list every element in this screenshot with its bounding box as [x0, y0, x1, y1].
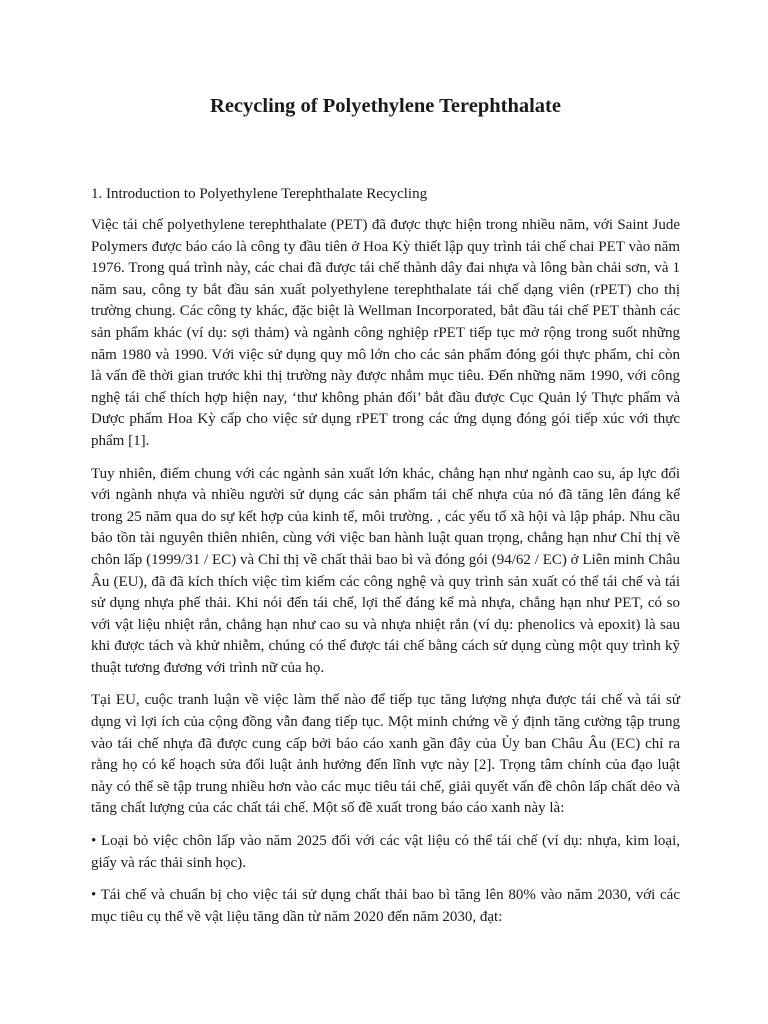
- paragraph-3: Tại EU, cuộc tranh luận về việc làm thế nào để tiếp tục tăng lượng nhựa được tái chế và tái sử dụng vì lợi ích của cộng đồng vẫn đang tiếp tục. Một minh chứng về ý định tăng cường tập trung vào tái chế nhựa đã được cung cấp bởi báo cáo xanh gần đây của Ủy ban Châu Âu (EC) chỉ ra rằng họ có kế hoạch sửa đổi luật ảnh hưởng đến lĩnh vực này [2]. Trọng tâm chính của đạo luật này có thể sẽ tập trung nhiều hơn vào các mục tiêu tái chế, giải quyết vấn đề chôn lấp chất dẻo và tăng chất lượng của các chất tái chế. Một số đề xuất trong báo cáo xanh này là:: [91, 692, 680, 817]
- document-title: Recycling of Polyethylene Terephthalate: [210, 95, 561, 117]
- paragraph-1: Việc tái chế polyethylene terephthalate (PET) đã được thực hiện trong nhiều năm, với Saint Jude Polymers được báo cáo là công ty đầu tiên ở Hoa Kỳ thiết lập quy trình tái chế chai PET vào năm 1976. Trong quá trình này, các chai đã được tái chế thành dây đai nhựa và lông bàn chải sơn, và 1 năm sau, công ty bắt đầu sản xuất polyethylene terephthalate tái chế dạng viên (rPET) cho thị trường chung. Các công ty khác, đặc biệt là Wellman Incorporated, bắt đầu tái chế PET thành các sản phẩm khác (ví dụ: sợi thảm) và ngành công nghiệp rPET tiếp tục mở rộng trong suốt những năm 1980 và 1990. Với việc sử dụng quy mô lớn cho các sản phẩm đóng gói thực phẩm, chỉ còn là vấn đề thời gian trước khi thị trường này được nhắm mục tiêu. Đến những năm 1990, với công nghệ tái chế thích hợp hiện nay, ‘thư không phản đối’ bắt đầu được Cục Quản lý Thực phẩm và Dược phẩm Hoa Kỳ cấp cho việc sử dụng rPET trong các ứng dụng đóng gói tiếp xúc với thực phẩm [1].: [91, 217, 680, 449]
- paragraph-2: Tuy nhiên, điểm chung với các ngành sản xuất lớn khác, chẳng hạn như ngành cao su, áp lực đối với ngành nhựa và nhiều người sử dụng các sản phẩm tái chế nhựa của nó đã tăng lên đáng kể trong 25 năm qua do sự kết hợp của kinh tế, môi trường. , các yếu tố xã hội và lập pháp. Nhu cầu bảo tồn tài nguyên thiên nhiên, cùng với việc ban hành luật quan trọng, chẳng hạn như Chỉ thị về chôn lấp (1999/31 / EC) và Chỉ thị về chất thải bao bì và đóng gói (94/62 / EC) ở Liên minh Châu Âu (EU), đã đã kích thích việc tìm kiếm các công nghệ và quy trình sản xuất có thể tái chế và tái sử dụng nhựa phế thải. Khi nói đến tái chế, lợi thế đáng kể mà nhựa, chẳng hạn như PET, có so với vật liệu nhiệt rắn, chẳng hạn như cao su và nhựa nhiệt rắn (ví dụ: phenolics và epoxit) là sau khi được tách và khử nhiễm, chúng có thể được tái chế bằng cách sử dụng cùng một quy trình kỹ thuật tương đương với trình nữ của họ.: [91, 465, 680, 676]
- bullet-item-1: • Loại bỏ việc chôn lấp vào năm 2025 đối với các vật liệu có thể tái chế (ví dụ: nhựa, kim loại, giấy và rác thải sinh học).: [91, 833, 680, 871]
- section-heading: 1. Introduction to Polyethylene Terephthalate Recycling: [91, 186, 428, 202]
- bullet-item-2: • Tái chế và chuẩn bị cho việc tái sử dụng chất thải bao bì tăng lên 80% vào năm 2030, với các mục tiêu cụ thể về vật liệu tăng dần từ năm 2020 đến năm 2030, đạt:: [91, 887, 680, 925]
